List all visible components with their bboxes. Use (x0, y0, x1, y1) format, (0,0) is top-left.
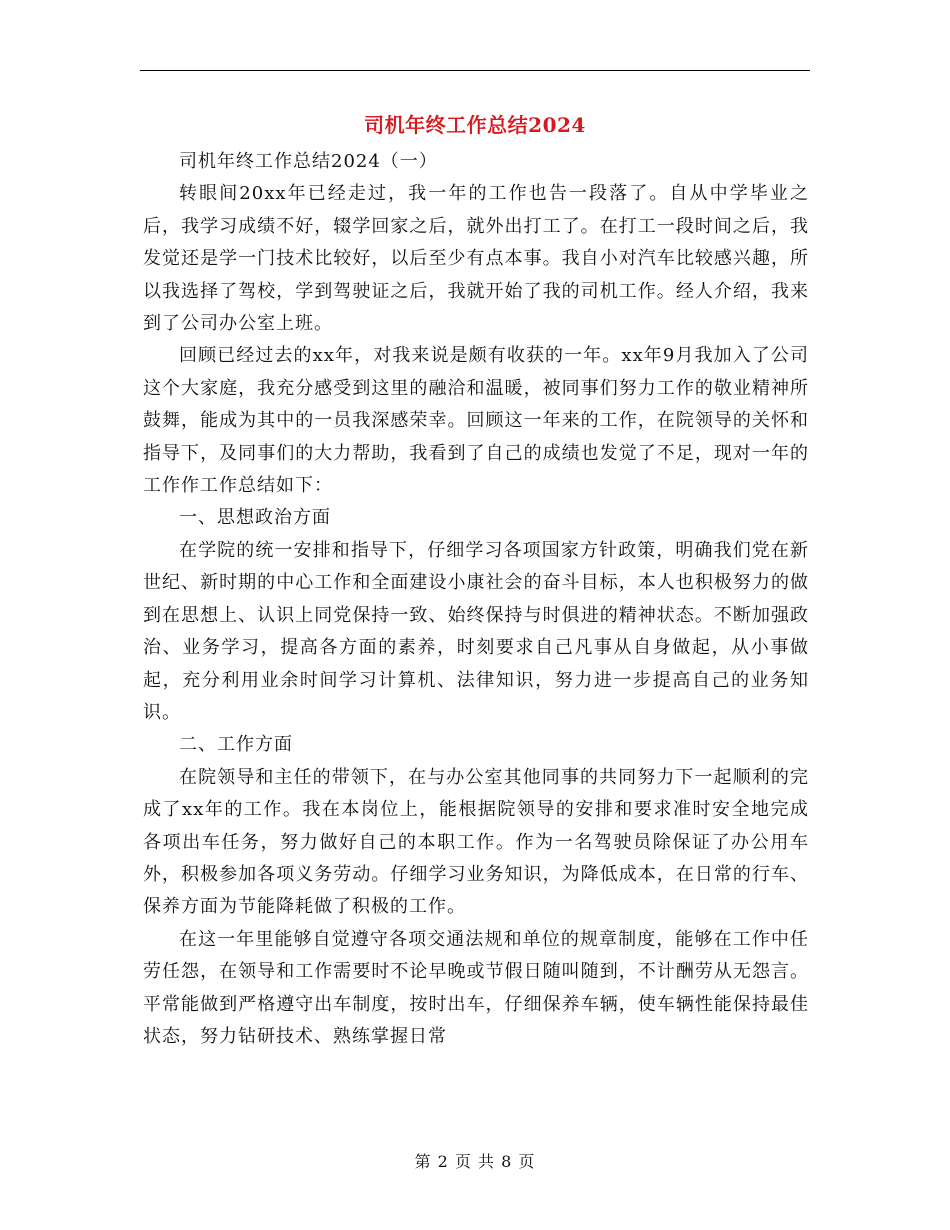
body-paragraph: 回顾已经过去的xx年，对我来说是颇有收获的一年。xx年9月我加入了公司这个大家庭，我充分感受到这里的融洽和温暖，被同事们努力工作的敬业精神所鼓舞，能成为其中的一员我深感荣幸。回顾这一年来的工作，在院领导的关怀和指导下，及同事们的大力帮助，我看到了自己的成绩也发觉了不足，现对一年的工作作工作总结如下： (143, 345, 809, 497)
section-heading-part-one: 司机年终工作总结2024（一） (179, 151, 438, 172)
document-title: 司机年终工作总结2024 (364, 113, 586, 137)
header-rule (140, 70, 810, 71)
body-paragraph: 转眼间20xx年已经走过，我一年的工作也告一段落了。自从中学毕业之后，我学习成绩不好，辍学回家之后，就外出打工了。在打工一段时间之后，我发觉还是学一门技术比较好，以后至少有点本事。我自小对汽车比较感兴趣，所以我选择了驾校，学到驾驶证之后，我就开始了我的司机工作。经人介绍，我来到了公司办公室上班。 (143, 183, 809, 335)
body-paragraph: 在这一年里能够自觉遵守各项交通法规和单位的规章制度，能够在工作中任劳任怨，在领导和工作需要时不论早晚或节假日随叫随到，不计酬劳从无怨言。平常能做到严格遵守出车制度，按时出车，仔细保养车辆，使车辆性能保持最佳状态，努力钻研技术、熟练掌握日常 (143, 928, 809, 1047)
page-number-footer: 第 2 页 共 8 页 (414, 1152, 536, 1171)
body-paragraph: 在院领导和主任的带领下，在与办公室其他同事的共同努力下一起顺利的完成了xx年的工作。我在本岗位上，能根据院领导的安排和要求准时安全地完成各项出车任务，努力做好自己的本职工作。作为一名驾驶员除保证了办公用车外，积极参加各项义务劳动。仔细学习业务知识，为降低成本，在日常的行车、保养方面为节能降耗做了积极的工作。 (143, 766, 809, 918)
section-heading-work: 二、工作方面 (179, 734, 293, 756)
body-paragraph: 在学院的统一安排和指导下，仔细学习各项国家方针政策，明确我们党在新世纪、新时期的中心工作和全面建设小康社会的奋斗目标，本人也积极努力的做到在思想上、认识上同党保持一致、始终保持与时俱进的精神状态。不断加强政治、业务学习，提高各方面的素养，时刻要求自己凡事从自身做起，从小事做起，充分利用业余时间学习计算机、法律知识，努力进一步提高自己的业务知识。 (143, 539, 809, 723)
document-body (143, 146, 809, 1053)
section-heading-political: 一、思想政治方面 (179, 507, 331, 529)
